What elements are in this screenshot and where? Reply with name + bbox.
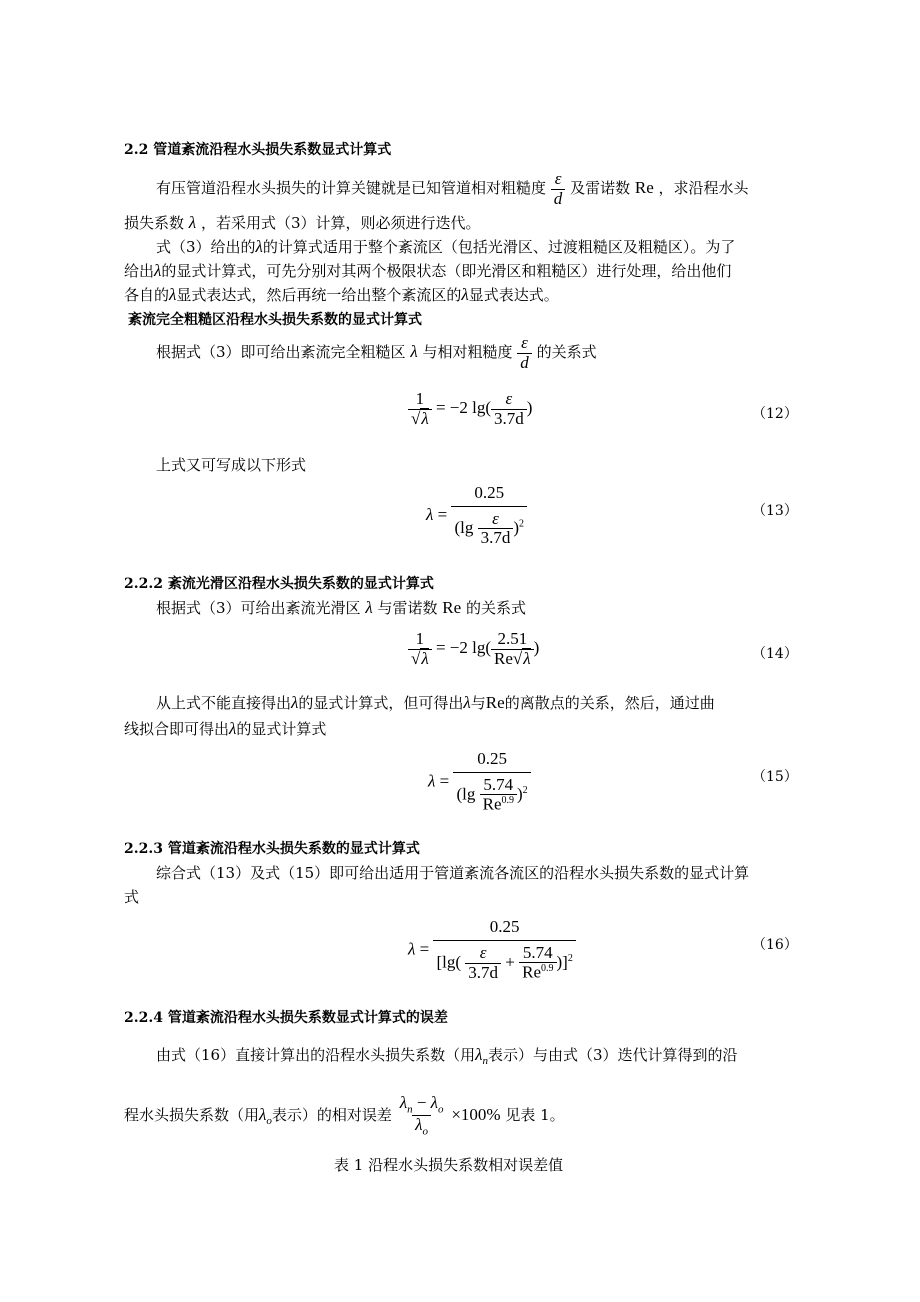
- epsilon: ε: [479, 943, 487, 963]
- minus: −: [416, 1093, 427, 1112]
- reynolds-number: Re: [494, 648, 513, 668]
- lambda-symbol: λ: [255, 237, 263, 256]
- section-heading-2-2-3: 2.2.3 管道紊流沿程水头损失系数的显式计算式: [124, 841, 420, 857]
- text: 与相对粗糙度: [422, 343, 513, 362]
- paragraph-line: [124, 212, 481, 233]
- constant-025: 0.25: [489, 917, 520, 936]
- constant-251: 2.51: [497, 629, 528, 648]
- one: 1: [415, 389, 425, 408]
- equals: =: [419, 939, 430, 959]
- lambda-symbol: λ: [229, 719, 237, 738]
- text: 给出: [124, 262, 155, 280]
- text: 的显式计算式，可先分别对其两个极限状态（即光滑区和粗糙区）进行处理，给出他们: [161, 262, 732, 280]
- text: ，求沿程水头: [658, 179, 749, 198]
- lambda-symbol: λ: [410, 342, 418, 362]
- text: ，若采用式（3）计算，则必须进行迭代。: [200, 214, 481, 232]
- lambda-symbol: λ: [259, 1104, 267, 1124]
- exponent-09: 0.9: [541, 963, 554, 975]
- d: d: [551, 189, 566, 209]
- plus: +: [505, 952, 515, 972]
- paragraph-line: 综合式（13）及式（15）即可给出适用于管道紊流各流区的沿程水头损失系数的显式计算: [156, 864, 750, 882]
- three-point-seven-d: 3.7d: [465, 963, 501, 983]
- exponent-2: 2: [519, 518, 525, 530]
- text: 的显式计算式，但可得出: [298, 694, 464, 712]
- lambda-symbol: λ: [408, 939, 416, 959]
- paragraph-line: 上式又可写成以下形式: [156, 456, 307, 474]
- text: 损失系数: [124, 214, 185, 232]
- eq15-fraction: [453, 750, 530, 815]
- relative-roughness-fraction: [551, 170, 566, 208]
- lambda-symbol: λ: [421, 408, 429, 428]
- lambda-symbol: λ: [428, 771, 436, 791]
- equation-14: [408, 630, 539, 668]
- subscript-o: o: [266, 1114, 272, 1127]
- section-heading-2-2-1: 紊流完全粗糙区沿程水头损失系数的显式计算式: [128, 312, 422, 328]
- lambda-symbol: λ: [154, 261, 162, 280]
- lg-open: (lg: [454, 517, 474, 537]
- relative-roughness-fraction: [517, 334, 532, 372]
- times-100-percent: ×100%: [451, 1104, 501, 1124]
- eq13-fraction: [451, 484, 527, 548]
- eps-over-37d: [478, 510, 514, 548]
- equation-13: [426, 484, 527, 548]
- lambda-symbol: λ: [463, 693, 471, 712]
- rparen: ): [533, 638, 540, 658]
- reynolds-number: Re: [442, 598, 462, 617]
- text: 显式表达式。: [468, 286, 559, 304]
- paragraph-line: [124, 718, 326, 739]
- paragraph-line: [156, 236, 735, 257]
- sqrt-lambda: √λ: [408, 649, 432, 669]
- reynolds-number: Re: [482, 795, 502, 815]
- eps-over-37d: [465, 944, 501, 982]
- text: 各自的: [124, 286, 170, 304]
- lambda-symbol: λ: [421, 648, 429, 668]
- section-heading-2-2-4: 2.2.4 管道紊流沿程水头损失系数显式计算式的误差: [124, 1010, 448, 1026]
- text: 及雷诺数: [570, 179, 631, 198]
- text: 有压管道沿程水头损失的计算关键就是已知管道相对粗糙度: [156, 179, 547, 198]
- eq16-fraction: [433, 918, 575, 983]
- three-point-seven-d: 3.7d: [491, 409, 527, 429]
- lambda-symbol: λ: [523, 648, 531, 668]
- close-bracket: )]: [556, 952, 568, 972]
- relative-error-fraction: [397, 1094, 447, 1138]
- lambda-symbol: λ: [415, 1115, 423, 1135]
- subscript-o: o: [422, 1125, 429, 1138]
- paragraph-line: [156, 170, 749, 208]
- rparen: ): [526, 398, 533, 418]
- paragraph-line: [124, 284, 559, 305]
- 574-over-re: [480, 776, 517, 815]
- constant-025: 0.25: [474, 483, 505, 502]
- text: 见表 1。: [505, 1105, 565, 1124]
- eq16-denominator: [433, 940, 575, 983]
- exponent-2: 2: [567, 952, 573, 964]
- lg-open: (lg: [456, 784, 476, 804]
- epsilon: ε: [521, 333, 528, 352]
- equals: =: [437, 504, 448, 524]
- re-sqrt-lambda: Re√λ: [491, 649, 534, 669]
- eq12-fraction: [491, 390, 527, 428]
- text: 表示）与由式（3）迭代计算得到的沿: [487, 1046, 738, 1064]
- exponent-09: 0.9: [501, 795, 514, 807]
- equation-number-12: （12）: [752, 406, 798, 422]
- text: 的关系式: [536, 343, 597, 362]
- text: 程水头损失系数（用: [124, 1105, 260, 1124]
- text: 显式表达式，然后再统一给出整个紊流区的: [176, 286, 462, 304]
- exponent-2: 2: [522, 784, 528, 796]
- table-caption: 表 1 沿程水头损失系数相对误差值: [334, 1156, 564, 1174]
- lambda-symbol: λ: [399, 1093, 408, 1112]
- paragraph-line: [156, 597, 526, 618]
- subscript-o: o: [438, 1103, 444, 1116]
- equation-number-14: （14）: [752, 646, 798, 662]
- paragraph-line: [156, 692, 715, 713]
- text: 由式（16）直接计算出的沿程水头损失系数（用: [156, 1046, 476, 1064]
- equation-16: [408, 918, 576, 983]
- text: 的离散点的关系，然后，通过曲: [504, 694, 715, 712]
- text: 根据式（3）即可给出紊流完全粗糙区: [156, 343, 406, 362]
- 574-over-re: [519, 944, 556, 983]
- lambda-symbol: λ: [475, 1045, 483, 1064]
- paragraph-line: [124, 260, 731, 281]
- lg-open: [lg(: [436, 952, 462, 972]
- minus-2-lg: = −2 lg(: [435, 398, 492, 418]
- epsilon: ε: [492, 508, 499, 528]
- text: 与: [470, 694, 486, 712]
- reynolds-number: Re: [485, 693, 505, 712]
- paragraph-line: [156, 334, 597, 372]
- eq14-lhs: [408, 630, 432, 668]
- eq15-denominator: [453, 772, 530, 815]
- equation-number-16: （16）: [752, 937, 798, 953]
- equation-number-13: （13）: [752, 503, 798, 519]
- rparen: ): [517, 784, 523, 804]
- constant-574: 5.74: [483, 774, 514, 794]
- lambda-symbol: λ: [461, 285, 469, 304]
- reynolds-number: Re: [522, 963, 541, 983]
- lambda-symbol: λ: [169, 285, 177, 304]
- equals: =: [439, 771, 450, 791]
- text: 线拟合即可得出: [124, 720, 230, 738]
- one: 1: [415, 629, 425, 648]
- equation-15: [428, 750, 531, 815]
- paragraph-line: [156, 1044, 738, 1067]
- sqrt-lambda: √λ: [408, 409, 432, 429]
- lambda-symbol: λ: [188, 213, 197, 232]
- epsilon: ε: [554, 169, 562, 188]
- lambda-symbol: λ: [426, 504, 434, 524]
- eq14-fraction: [491, 630, 534, 668]
- eq13-denominator: [451, 506, 527, 548]
- three-point-seven-d: 3.7d: [478, 528, 514, 548]
- text: 的显式计算式: [236, 720, 327, 738]
- paragraph-line: 式: [124, 888, 140, 906]
- constant-574: 5.74: [522, 942, 553, 962]
- subscript-n: n: [407, 1103, 413, 1116]
- text: 的关系式: [465, 599, 526, 617]
- lambda-symbol: λ: [291, 693, 299, 712]
- minus-2-lg: = −2 lg(: [435, 638, 492, 658]
- section-heading-2-2-2: 2.2.2 紊流光滑区沿程水头损失系数的显式计算式: [124, 576, 434, 592]
- lambda-symbol: λ: [365, 598, 373, 617]
- eq12-lhs: [408, 390, 432, 428]
- text: 从上式不能直接得出: [156, 694, 292, 712]
- text: 的计算式适用于整个紊流区（包括光滑区、过渡粗糙区及粗糙区）。为了: [262, 238, 736, 256]
- text: 根据式（3）可给出紊流光滑区: [156, 599, 361, 617]
- text: 与雷诺数: [377, 599, 438, 617]
- equation-number-15: （15）: [752, 769, 798, 785]
- epsilon: ε: [505, 389, 513, 408]
- lambda-symbol: λ: [430, 1093, 439, 1112]
- rparen: ): [513, 517, 520, 537]
- d: d: [517, 353, 532, 373]
- section-heading-2-2: 2.2 管道紊流沿程水头损失系数显式计算式: [124, 142, 392, 158]
- text: 式（3）给出的: [156, 238, 256, 256]
- subscript-n: n: [482, 1055, 488, 1067]
- paragraph-line: [124, 1094, 565, 1138]
- constant-025: 0.25: [477, 749, 507, 768]
- equation-12: [408, 390, 532, 428]
- reynolds-number: Re: [634, 178, 654, 198]
- text: 表示）的相对误差: [271, 1105, 392, 1124]
